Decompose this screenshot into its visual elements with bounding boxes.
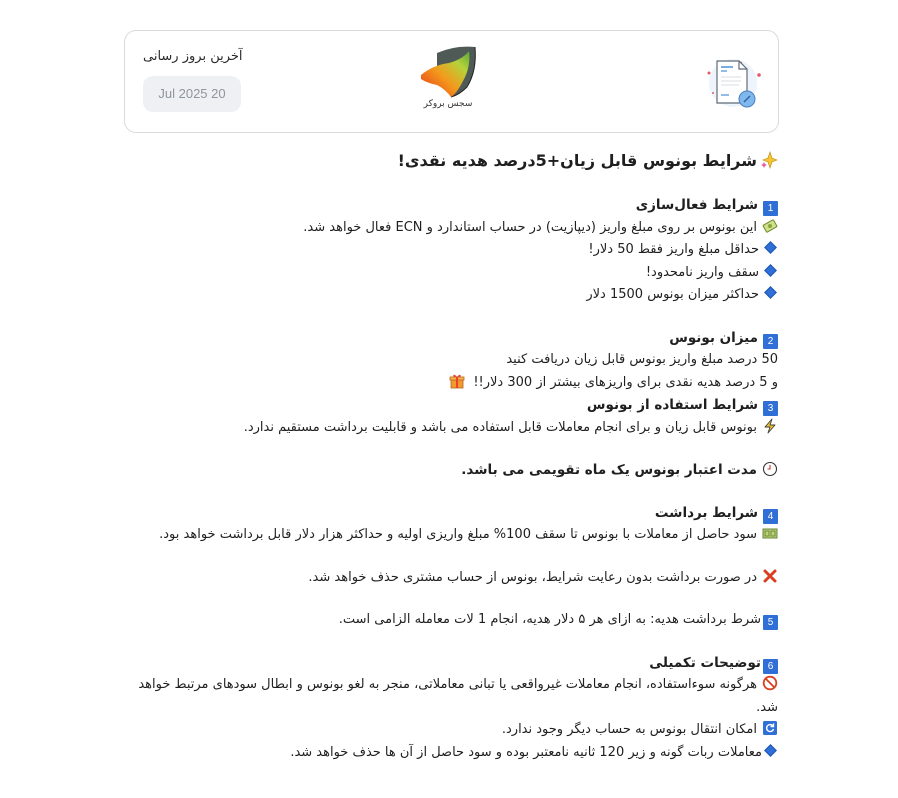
lightning-icon bbox=[762, 418, 778, 434]
bonus-terms-content bbox=[118, 148, 778, 764]
diamond-icon bbox=[764, 264, 777, 277]
deposit-icon bbox=[762, 218, 778, 234]
number-badge-3: 3 bbox=[763, 401, 778, 416]
list-item: این بونوس بر روی مبلغ واریز (دیپازیت) در حساب استاندارد و ECN فعال خواهد شد. bbox=[118, 217, 778, 240]
list-item: در صورت برداشت بدون رعایت شرایط، بونوس از حساب مشتری حذف خواهد شد. bbox=[118, 567, 778, 590]
page-title bbox=[118, 148, 778, 174]
last-update-label: آخرین بروز رسانی bbox=[143, 49, 243, 64]
section-6-heading bbox=[118, 652, 778, 675]
list-item: بونوس قابل زیان و برای انجام معاملات قابل استفاده می باشد و قابلیت برداشت مستقیم ندارد. bbox=[118, 417, 778, 440]
diamond-icon bbox=[764, 744, 777, 757]
logo-caption: سجس بروکر bbox=[423, 99, 473, 109]
section-4-title: شرایط برداشت bbox=[654, 504, 758, 521]
section-4-heading bbox=[118, 502, 778, 525]
list-item: سود حاصل از معاملات با بونوس تا سقف 100% مبلغ واریزی اولیه و حداکثر هزار دلار قابل برداشت خواهد بود. bbox=[118, 524, 778, 547]
section-3-heading bbox=[118, 394, 778, 417]
cross-mark-icon bbox=[762, 568, 778, 584]
list-item: سقف واریز نامحدود! bbox=[118, 262, 778, 285]
broker-logo-icon bbox=[415, 45, 481, 99]
number-badge-5: 5 bbox=[763, 615, 778, 630]
header-card bbox=[124, 30, 779, 133]
document-feather-icon bbox=[703, 53, 763, 113]
date-badge: Jul 2025 20 bbox=[143, 76, 241, 112]
list-item: حداقل مبلغ واریز فقط 50 دلار! bbox=[118, 239, 778, 262]
list-item: هرگونه سوءاستفاده، انجام معاملات غیرواقعی یا تبانی معاملاتی، منجر به لغو بونوس و ابطال سودهای مرتبط خواهد شد. bbox=[138, 677, 778, 715]
section-6-title: توضیحات تکمیلی bbox=[649, 654, 761, 671]
validity-note: مدت اعتبار بونوس یک ماه تقویمی می باشد. bbox=[118, 459, 778, 482]
prohibited-icon bbox=[762, 675, 778, 691]
section-2-title: میزان بونوس bbox=[669, 329, 758, 346]
cash-icon bbox=[762, 525, 778, 541]
broker-logo bbox=[415, 45, 485, 117]
gift-icon bbox=[449, 373, 465, 389]
list-item: امکان انتقال بونوس به حساب دیگر وجود ندارد. bbox=[118, 719, 778, 742]
sparkles-icon bbox=[762, 151, 778, 167]
list-item: معاملات ربات گونه و زیر 120 ثانیه نامعتبر بوده و سود حاصل از آن ها حذف خواهد شد. bbox=[118, 742, 778, 765]
diamond-icon bbox=[764, 241, 777, 254]
number-badge-4: 4 bbox=[763, 509, 778, 524]
last-update-block bbox=[143, 49, 263, 112]
title-text: شرایط بونوس قابل زیان+5درصد هدیه نقدی! bbox=[397, 151, 757, 170]
number-badge-1: 1 bbox=[763, 201, 778, 216]
number-badge-6: 6 bbox=[763, 659, 778, 674]
section-3-title: شرایط استفاده از بونوس bbox=[586, 397, 758, 413]
refresh-icon bbox=[762, 720, 778, 736]
section-2-heading bbox=[118, 327, 778, 350]
list-item: 50 درصد مبلغ واریز بونوس قابل زیان دریافت کنید bbox=[506, 352, 778, 367]
section-1-heading bbox=[118, 194, 778, 217]
clock-icon bbox=[762, 461, 778, 477]
number-badge-2: 2 bbox=[763, 334, 778, 349]
list-item: حداکثر میزان بونوس 1500 دلار bbox=[118, 284, 778, 307]
section-5-note: 5شرط برداشت هدیه: به ازای هر ۵ دلار هدیه، انجام 1 لات معامله الزامی است. bbox=[118, 609, 778, 632]
diamond-icon bbox=[764, 286, 777, 299]
list-item: و 5 درصد هدیه نقدی برای واریزهای بیشتر از 300 دلار!! bbox=[118, 372, 778, 395]
section-1-title: شرایط فعال‌سازی bbox=[635, 197, 758, 213]
